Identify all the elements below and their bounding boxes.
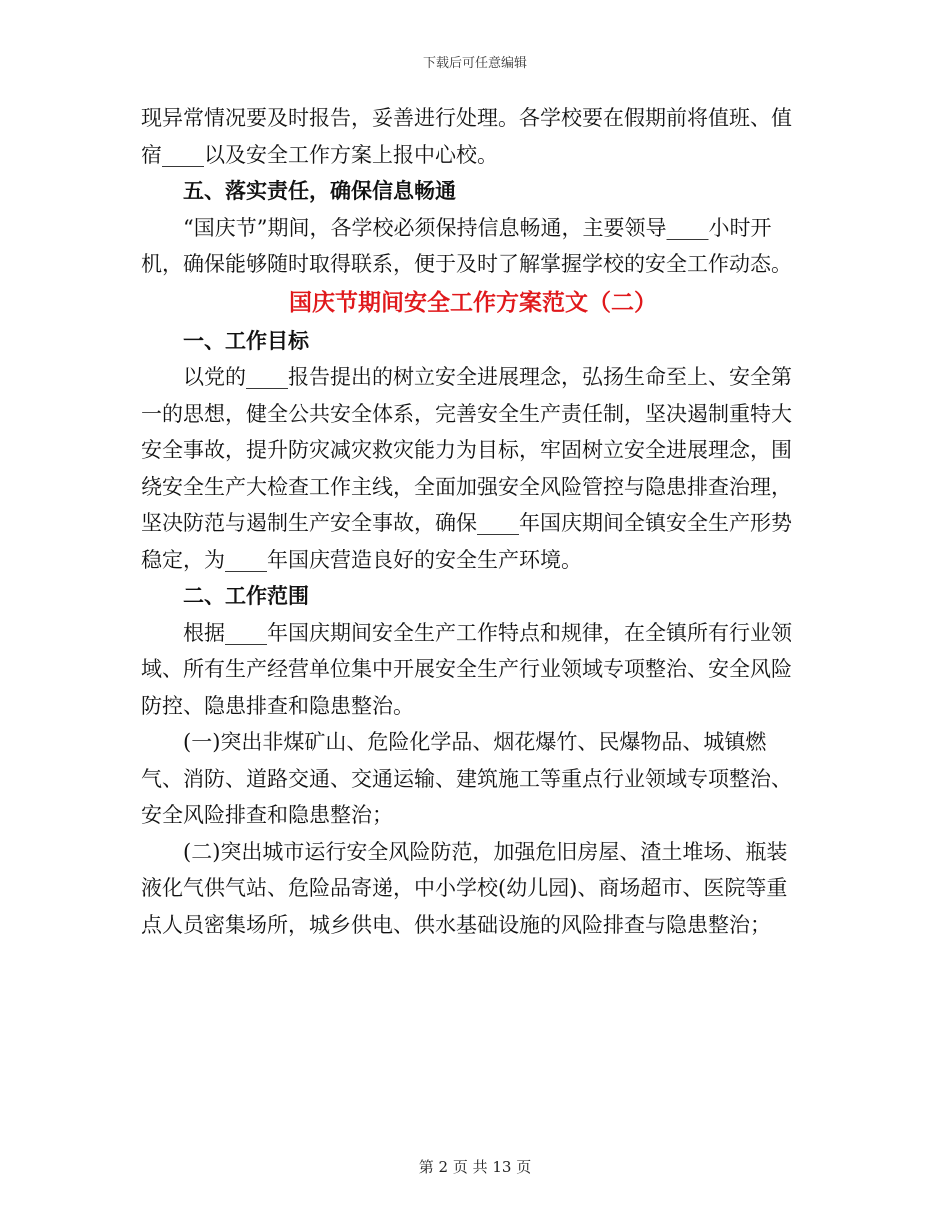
page-number: 第 2 页 共 13 页 <box>418 1158 532 1176</box>
page-header-note: 下载后可任意编辑 <box>422 56 527 71</box>
section-heading: 五、落实责任，确保信息畅通 <box>183 178 456 203</box>
paragraph: (一)突出非煤矿山、危险化学品、烟花爆竹、民爆物品、城镇燃气、消防、道路交通、交通运输、建筑施工等重点行业领域专项整治、安全风险排查和隐患整治； <box>141 730 792 827</box>
paragraph: “国庆节”期间，各学校必须保持信息畅通，主要领导____小时开机，确保能够随时取得联系，便于及时了解掌握学校的安全工作动态。 <box>141 215 792 276</box>
section-heading: 二、工作范围 <box>183 583 309 608</box>
paragraph: (二)突出城市运行安全风险防范，加强危旧房屋、渣土堆场、瓶装液化气供气站、危险品寄递，中小学校(幼儿园)、商场超市、医院等重点人员密集场所，城乡供电、供水基础设施的风险排查与隐患整治； <box>141 839 788 937</box>
section-heading: 一、工作目标 <box>183 327 309 353</box>
document-body <box>141 100 805 943</box>
paragraph: 以党的____报告提出的树立安全进展理念，弘扬生命至上、安全第一的思想，健全公共安全体系，完善安全生产责任制，坚决遏制重特大安全事故，提升防灾减灾救灾能力为目标，牢固树立安全进展理念，围绕安全生产大检查工作主线，全面加强安全风险管控与隐患排查治理，坚决防范与遏制生产安全事故，确保____年国庆期间全镇安全生产形势稳定，为____年国庆营造良好的安全生产环境。 <box>141 365 792 572</box>
paragraph: 现异常情况要及时报告，妥善进行处理。各学校要在假期前将值班、值宿____以及安全工作方案上报中心校。 <box>141 106 792 167</box>
document-title: 国庆节期间安全工作方案范文（二） <box>289 288 657 316</box>
paragraph: 根据____年国庆期间安全生产工作特点和规律，在全镇所有行业领域、所有生产经营单位集中开展安全生产行业领域专项整治、安全风险防控、隐患排查和隐患整治。 <box>141 620 792 718</box>
